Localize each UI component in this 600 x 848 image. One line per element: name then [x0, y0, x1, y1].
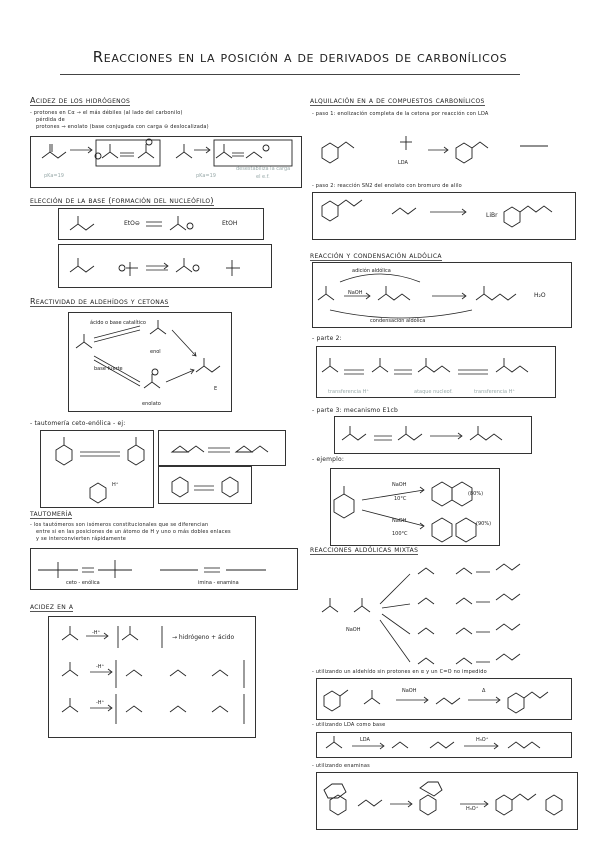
heading-acidez-alfa: acidez en α [30, 602, 74, 611]
h-plus-label: H⁺ [112, 482, 119, 488]
title-underline [60, 74, 520, 75]
heading-ejemplo: - ejemplo: [312, 456, 345, 463]
ejemplo-temp-2: 100°C [392, 531, 408, 537]
box-acidez [30, 136, 302, 188]
heading-tautomeria-ejemplos: - tautomería ceto-enólica - ej: [30, 420, 126, 427]
pka-label-1: pKa=19 [44, 173, 64, 179]
heading-acidez-hidrogenos: Acidez de los hidrógenos [30, 96, 131, 105]
paso1-label: - paso 1: enolización completa de la cetona por reacción con LDA [312, 111, 489, 117]
pka-label-2: pKa=19 [196, 173, 216, 179]
paso2-label: - paso 2: reacción SN2 del enolato con bromuro de alilo [312, 183, 462, 189]
heading-enaminas: - utilizando enaminas [312, 763, 370, 769]
transf2-label: transferencia H⁺ [474, 389, 516, 395]
imina-enamina-label: imina - enamina [198, 580, 239, 586]
etoh-label: EtOH [222, 220, 238, 227]
heading-eleccion-base: elección de la base (formación del nucleófilo) [30, 196, 214, 205]
page-title: Reacciones en la posición α de derivados de carbonílicos [92, 48, 508, 66]
ceto-enolica-label: ceto - enólica [66, 580, 100, 586]
aldehido-delta: Δ [482, 688, 486, 694]
box-aldehido [316, 678, 572, 720]
box-taut-fenol [158, 466, 252, 504]
acido-base-label: ácido o base catalítico [90, 320, 146, 326]
condensacion-label: condensación aldólica [370, 318, 426, 324]
heading-reactividad: Reactividad de aldehídos y cetonas [30, 297, 169, 306]
note-acidez-1: - protones en Cα → el más débiles (al lado del carbonilo) [30, 110, 183, 116]
h-minus-1: -H⁺ [92, 630, 101, 636]
h2o-label: H₂O [534, 292, 546, 299]
lda-h3o: H₃O⁺ [476, 737, 489, 743]
ejemplo-reag-2: NaOH [392, 518, 407, 524]
eto-label: EtO⊖ [124, 220, 140, 227]
adicion-label: adición aldólica [352, 268, 391, 274]
enol-label: enol [150, 349, 161, 355]
note-acidez-2: pérdida de [36, 117, 65, 123]
ejemplo-temp-1: 10°C [394, 496, 407, 502]
box-lda [316, 732, 572, 758]
box-reactividad [68, 312, 232, 412]
heading-alquilacion: alquilación en α de compuestos carbonílicos [310, 96, 485, 105]
e-label: E [214, 386, 218, 392]
box-enaminas [316, 772, 578, 830]
box-parte3 [334, 416, 532, 454]
box-taut-dicetona [158, 430, 286, 466]
box-ejemplo [330, 468, 500, 546]
h-minus-2: -H⁺ [96, 664, 105, 670]
naoh-label: NaOH [348, 290, 363, 296]
heading-aldolica: reacción y condensación aldólica [310, 251, 442, 260]
hidrogeno-acido-label: → hidrógeno + ácido [172, 634, 235, 641]
note-taut-1: - los tautómeros son isómeros constitucionales que se diferencian [30, 522, 209, 528]
box-alquilacion [312, 192, 576, 240]
aldehido-naoh: NaOH [402, 688, 417, 694]
parte2-label: - parte 2: [312, 335, 342, 342]
box-taut-ciclo [40, 430, 154, 508]
transf1-label: transferencia H⁺ [328, 389, 370, 395]
note-taut-2: entre si en las posiciones de un átomo de H y uno o más dobles enlaces [36, 529, 231, 535]
ataque-label: ataque nucleof. [414, 389, 453, 395]
base-fuerte-label: base fuerte [94, 366, 123, 372]
h-minus-3: -H⁺ [96, 700, 105, 706]
ejemplo-yield-2: (90%) [476, 521, 492, 527]
ejemplo-reag-1: NaOH [392, 482, 407, 488]
box-eleccion-2 [58, 244, 272, 288]
note-taut-3: y se interconvierten rápidamente [36, 536, 127, 542]
mixtas-naoh: NaOH [346, 627, 361, 633]
libr-label: LiBr [486, 212, 498, 219]
el-ef-label: el e.f. [256, 174, 270, 180]
parte3-label: - parte 3: mecanismo E1cb [312, 407, 398, 414]
enaminas-h3o: H₃O⁺ [466, 806, 479, 812]
desestab-label: desestabiliza la carga [236, 166, 291, 172]
lda-reag: LDA [360, 737, 370, 743]
heading-lda-base: - utilizando LDA como base [312, 722, 386, 728]
heading-tautomeria: tautomería [30, 509, 73, 518]
note-acidez-3: protones ⇒ enolato (base conjugada con carga ⊖ deslocalizada) [36, 124, 209, 130]
lda-label: LDA [398, 160, 408, 166]
enolato-label: enolato [142, 401, 161, 407]
heading-aldehido: - utilizando un aldehído sin protones en α y un C=O no impedido [312, 669, 487, 675]
ejemplo-yield-1: (80%) [468, 491, 484, 497]
heading-mixtas: reacciones aldólicas mixtas [310, 545, 419, 554]
